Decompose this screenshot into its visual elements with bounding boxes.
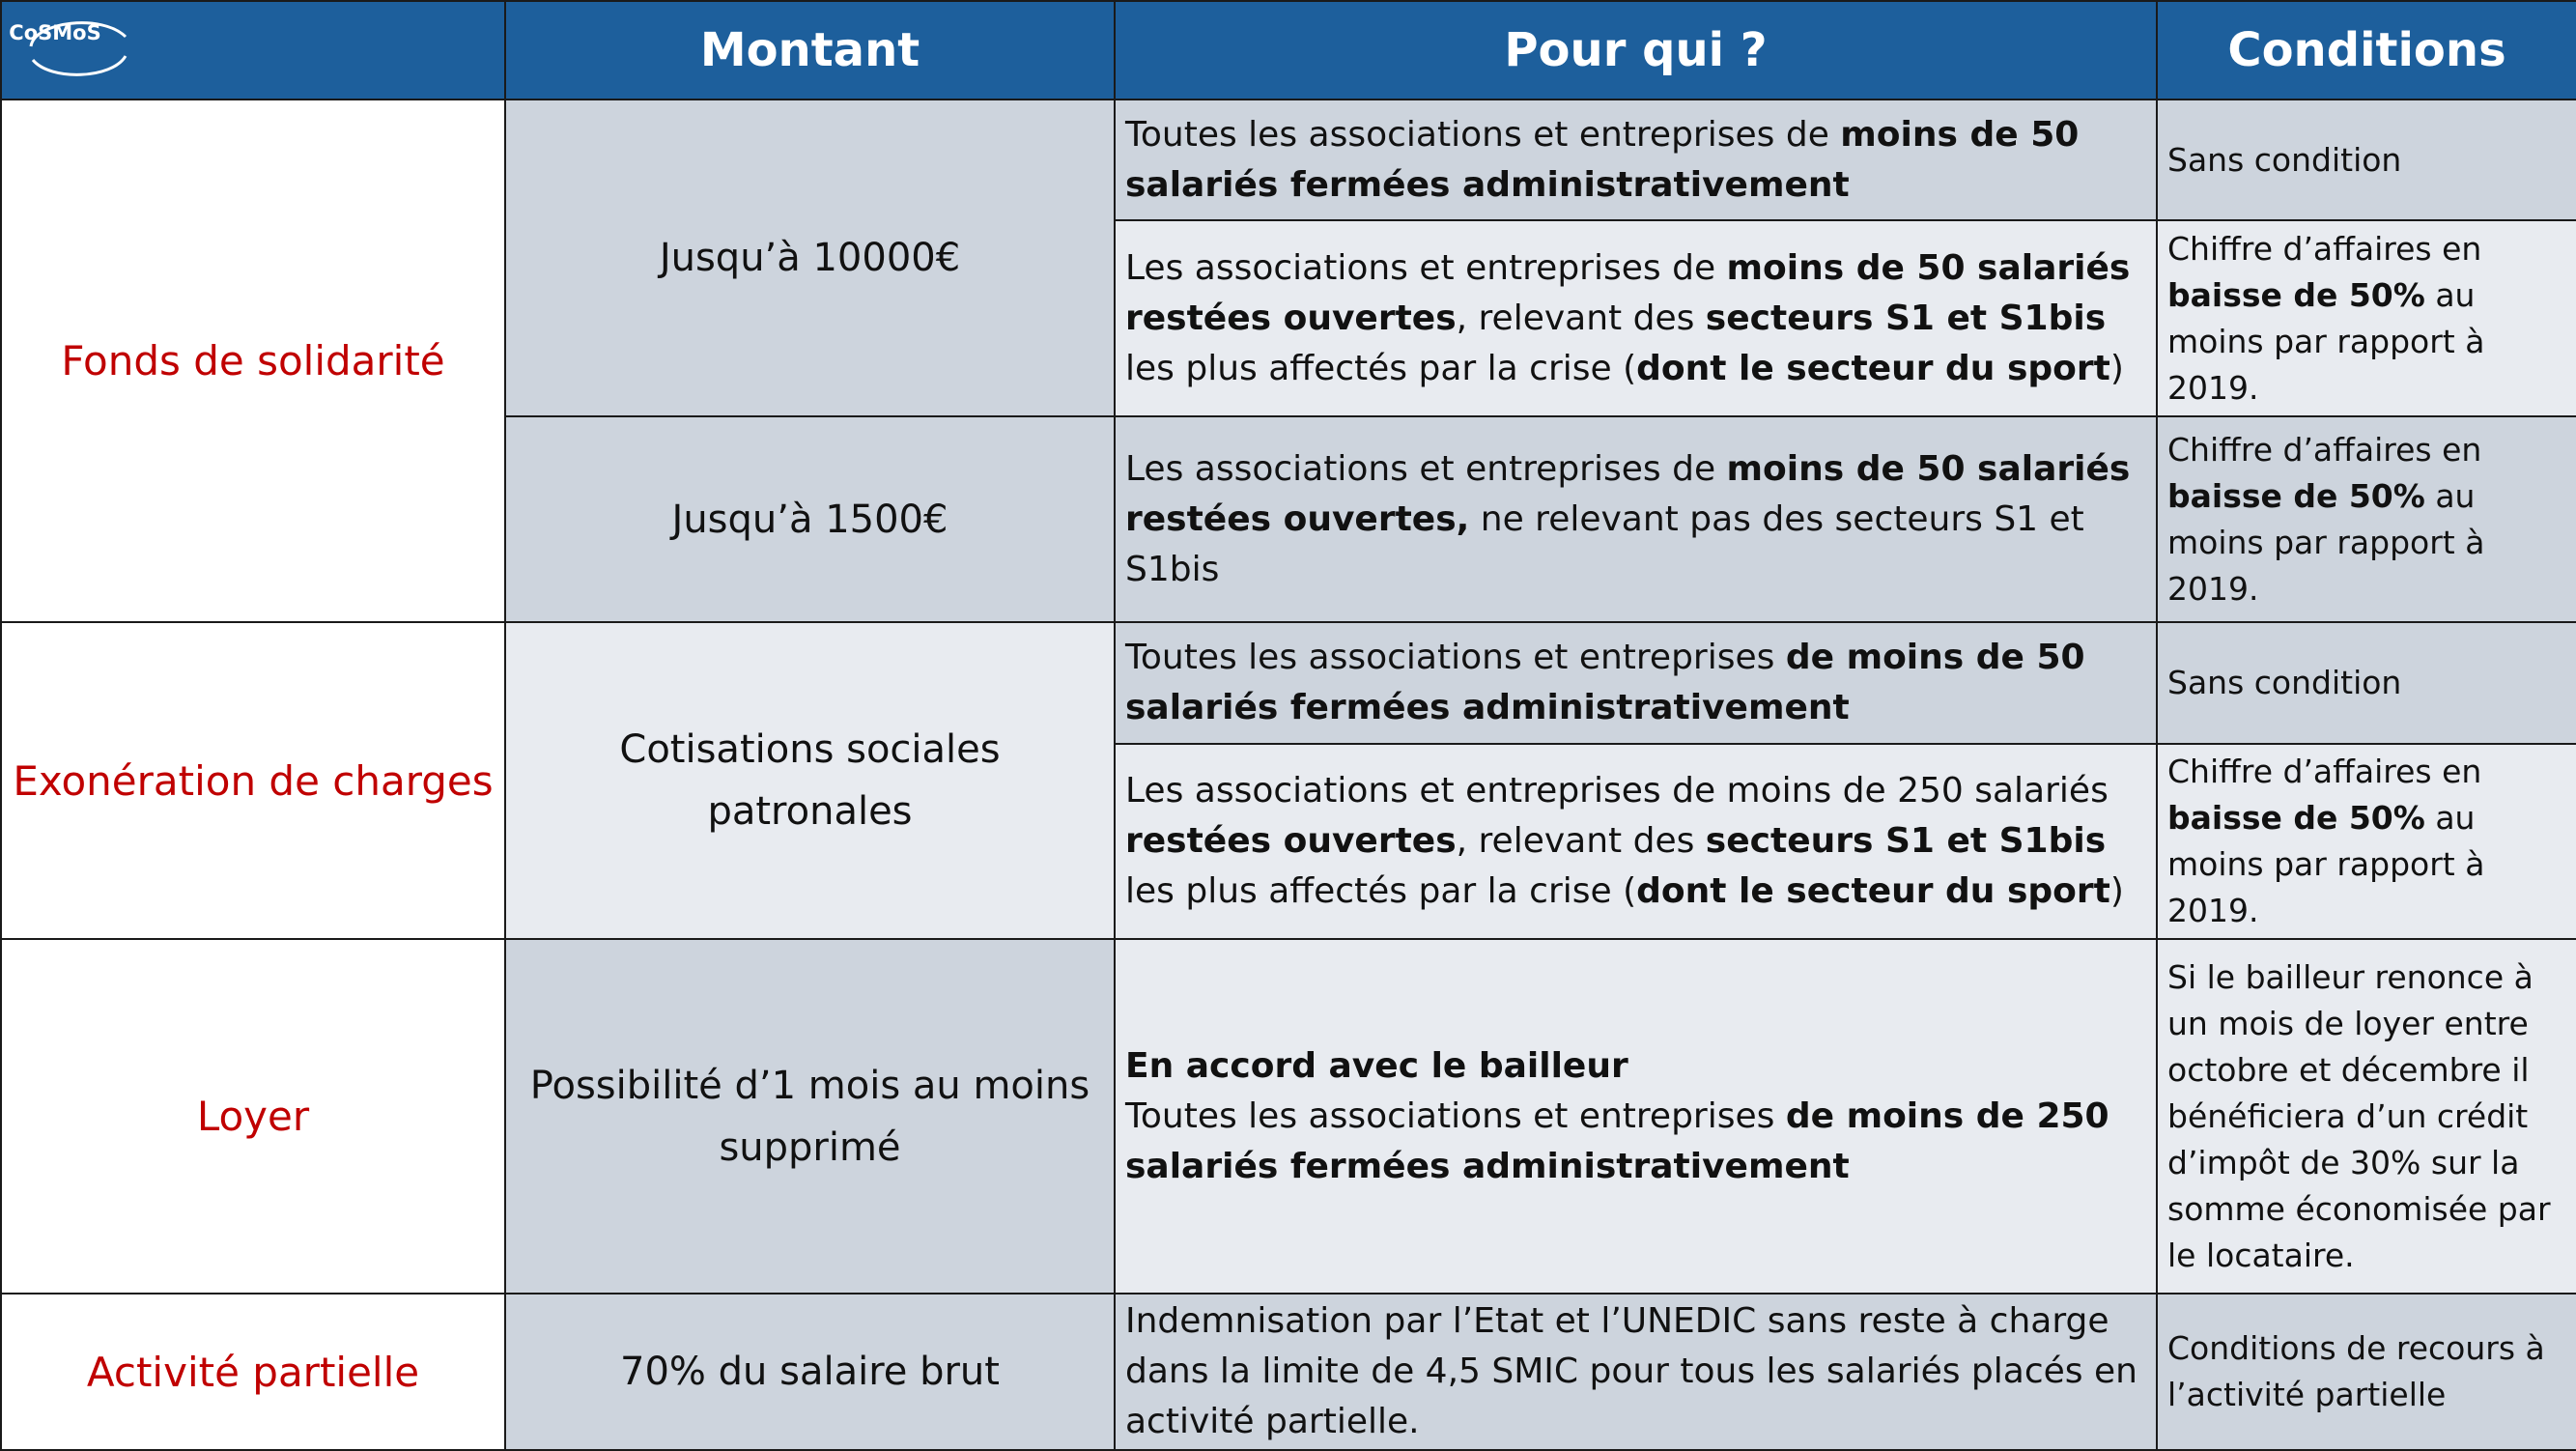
row-label-fonds: Fonds de solidarité [1,100,505,622]
header-who: Pour qui ? [1115,1,2157,100]
table-row [1,1294,2576,1450]
who-exoneration-2: Les associations et entreprises de moins de 250 salariés restées ouvertes, relevant des secteurs S1 et S1bis les plus affectés par la crise (dont le secteur du sport) [1115,744,2157,939]
who-loyer: En accord avec le bailleur Toutes les associations et entreprises de moins de 250 salariés fermées administrativement [1115,939,2157,1294]
cond-fonds-3: Chiffre d’affaires en baisse de 50% au moins par rapport à 2019. [2157,416,2576,622]
row-label-loyer: Loyer [1,939,505,1294]
cond-fonds-1: Sans condition [2157,100,2576,220]
table-row [1,100,2576,220]
row-label-activite: Activité partielle [1,1294,505,1450]
who-fonds-1: Toutes les associations et entreprises de moins de 50 salariés fermées administrativement [1115,100,2157,220]
cond-activite: Conditions de recours à l’activité partielle [2157,1294,2576,1450]
who-fonds-2: Les associations et entreprises de moins de 50 salariés restées ouvertes, relevant des secteurs S1 et S1bis les plus affectés par la crise (dont le secteur du sport) [1115,220,2157,416]
amount-loyer: Possibilité d’1 mois au moins supprimé [505,939,1115,1294]
cond-loyer: Si le bailleur renonce à un mois de loyer entre octobre et décembre il bénéficiera d’un crédit d’impôt de 30% sur la somme économisée par le locataire. [2157,939,2576,1294]
header-row [1,1,2576,100]
row-label-exoneration: Exonération de charges [1,622,505,939]
who-fonds-3: Les associations et entreprises de moins de 50 salariés restées ouvertes, ne relevant pas des secteurs S1 et S1bis [1115,416,2157,622]
who-activite: Indemnisation par l’Etat et l’UNEDIC sans reste à charge dans la limite de 4,5 SMIC pour tous les salariés placés en activité partielle. [1115,1294,2157,1450]
amount-exoneration: Cotisations sociales patronales [505,622,1115,939]
header-conditions: Conditions [2157,1,2576,100]
who-exoneration-1: Toutes les associations et entreprises de moins de 50 salariés fermées administrativement [1115,622,2157,744]
amount-fonds-1: Jusqu’à 10000€ [505,100,1115,416]
logo-text: CoSMoS [9,21,101,44]
table-row [1,622,2576,744]
table-row [1,939,2576,1294]
cond-exoneration-1: Sans condition [2157,622,2576,744]
amount-fonds-2: Jusqu’à 1500€ [505,416,1115,622]
header-amount: Montant [505,1,1115,100]
logo-cell [1,1,505,100]
cond-fonds-2: Chiffre d’affaires en baisse de 50% au moins par rapport à 2019. [2157,220,2576,416]
amount-activite: 70% du salaire brut [505,1294,1115,1450]
cond-exoneration-2: Chiffre d’affaires en baisse de 50% au moins par rapport à 2019. [2157,744,2576,939]
